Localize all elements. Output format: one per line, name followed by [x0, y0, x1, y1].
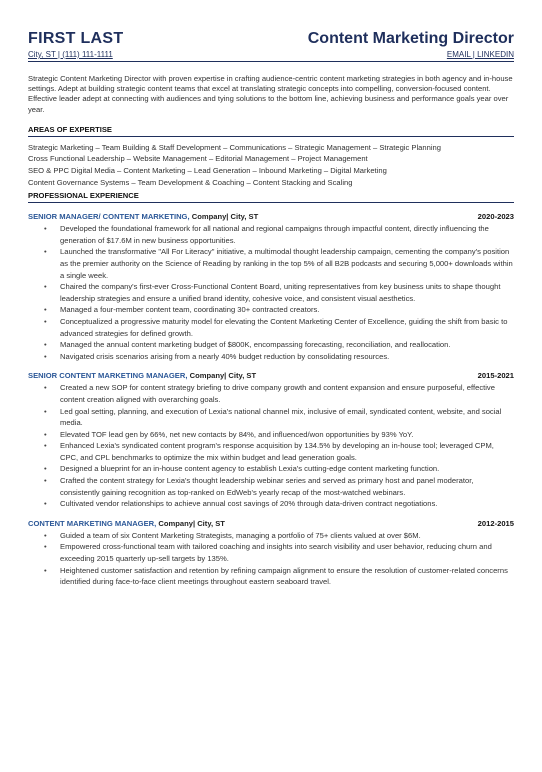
job-company: Company| City, ST [187, 371, 257, 381]
bullet-item: • Managed the annual content marketing budget of $800K, encompassing forecasting, reconciliation, and reallocation. [60, 339, 514, 351]
bullet-item: • Chaired the company's first-ever Cross-Functional Content Board, uniting representatives from key business units to shape thought leadership strategies and ensure a unified brand identity, cohesive voice, and consistent visual aesthetics. [60, 281, 514, 304]
expertise-line: Content Governance Systems – Team Development & Coaching – Content Stacking and Scaling [28, 177, 353, 187]
section-heading-experience: PROFESSIONAL EXPERIENCE [28, 191, 514, 203]
job-company: Company| City, ST [189, 212, 259, 222]
expertise-list [28, 142, 514, 188]
job-dates: 2015-2021 [477, 371, 514, 381]
job-bullets [28, 223, 514, 362]
job-bullets [28, 382, 514, 510]
expertise-line: Cross Functional Leadership – Website Management – Editorial Management – Project Management [28, 154, 368, 164]
bullet-item: • Guided a team of six Content Marketing Strategists, managing a portfolio of 75+ clients valued at over $6M. [60, 530, 514, 542]
bullet-item: • Crafted the content strategy for Lexia's thought leadership webinar series and served as primary host and panel moderator, consistently gaining recognition as top-ranked on EdWeb's yearly recap of the most-watched webinars. [60, 475, 514, 498]
bullet-item: • Managed a four-member content team, coordinating 30+ contracted creators. [60, 304, 514, 316]
job-entry [28, 519, 514, 588]
bullet-item: • Launched the transformative "All For Literacy" initiative, a multimodal thought leadership campaign, cementing the company's position as the premier authority on the Science of Reading by ranking in the top 5% of all B2B podcasts and securing 5,000+ downloads within a single week. [60, 246, 514, 281]
job-dates: 2012-2015 [477, 518, 514, 528]
job-role: SENIOR CONTENT MARKETING MANAGER, [28, 371, 188, 381]
job-role: CONTENT MARKETING MANAGER, [28, 518, 157, 528]
job-header [28, 212, 514, 221]
bullet-item: • Led goal setting, planning, and execution of Lexia's national channel mix, inclusive of email, syndicated content, website, and social media. [60, 406, 514, 429]
expertise-line: Strategic Marketing – Team Building & Staff Development – Communications – Strategic Management – Strategic Planning [28, 142, 441, 152]
bullet-item: • Elevated TOF lead gen by 66%, net new contacts by 84%, and influenced/won opportunities by 93% YoY. [60, 429, 514, 441]
bullet-item: • Empowered cross-functional team with tailored coaching and insights into search visibility and user behavior, reducing churn and exceeding 2015 quarterly up-sell targets by 135%. [60, 541, 514, 564]
job-header [28, 371, 514, 380]
header-divider [28, 61, 514, 62]
bullet-item: • Heightened customer satisfaction and retention by refining campaign alignment to ensure the resolution of customer-related concerns identified during face-to-face client meetings throughout eastern seaboard travel. [60, 565, 514, 588]
bullet-item: • Conceptualized a progressive maturity model for elevating the Content Marketing Center of Excellence, guiding the shift from basic to advanced strategies for defined growth. [60, 316, 514, 339]
job-title: Content Marketing Director [307, 30, 514, 47]
job-entry [28, 371, 514, 510]
candidate-name: FIRST LAST [28, 30, 124, 47]
job-header [28, 519, 514, 528]
contact-email-linkedin[interactable]: EMAIL | LINKEDIN [446, 50, 514, 59]
bullet-item: • Designed a blueprint for an in-house content agency to establish Lexia's cutting-edge content marketing function. [60, 463, 514, 475]
bullet-item: • Enhanced Lexia's syndicated content program's response acquisition by 134.5% by developing an in-house tool; leveraged CPM, CPC, and CPL benchmarks to optimize the mix within budget and lead generation goals. [60, 440, 514, 463]
bullet-item: • Cultivated vendor relationships to achieve annual cost savings of 20% through data-driven contract negotiations. [60, 498, 514, 510]
job-entry [28, 212, 514, 362]
resume-header [28, 0, 514, 62]
section-heading-expertise: AREAS OF EXPERTISE [28, 125, 514, 137]
bullet-item: • Created a new SOP for content strategy briefing to drive company growth and content expansion and ensure purposeful, effective content creation aligned with overarching goals. [60, 382, 514, 405]
professional-summary: Strategic Content Marketing Director with proven expertise in crafting audience-centric content marketing strategies in both agency and in-house settings. Adept at building strategic content teams that excel at translating strategic concepts into compelling, conversion-focused content. Effective leader adept at connecting with audiences and tying solutions to the bottom line, achieving business and performance goals year over year. [28, 74, 513, 114]
job-role: SENIOR MANAGER/ CONTENT MARKETING, [28, 212, 190, 222]
job-company: Company| City, ST [156, 518, 225, 528]
job-bullets [28, 530, 514, 588]
contact-location-phone[interactable]: City, ST | (111) 111-1111 [28, 50, 113, 59]
job-dates: 2020-2023 [477, 212, 514, 222]
expertise-line: SEO & PPC Digital Media – Content Marketing – Lead Generation – Inbound Marketing – Digital Marketing [28, 166, 387, 175]
bullet-item: • Developed the foundational framework for all national and regional campaigns through impactful content, directly influencing the generation of $17.6M in new business opportunities. [60, 223, 514, 246]
bullet-item: • Navigated crisis scenarios arising from a nearly 40% budget reduction by consolidating resources. [60, 351, 514, 363]
